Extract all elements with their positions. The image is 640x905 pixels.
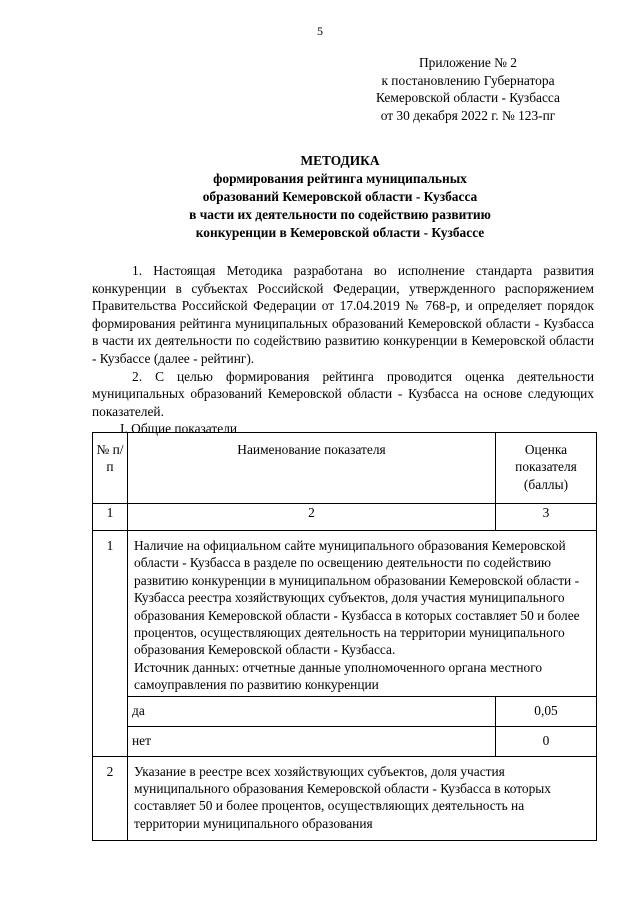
indicator-text: Указание в реестре всех хозяйствующих субъектов, доля участия муниципального образования Кемеровской области - Кузбасса в которых составляет 50 и более процентов, осуществляющих деятельность на территории муниципального образования [134,763,551,831]
paragraph-1: 1. Настоящая Методика разработана во исполнение стандарта развития конкуренции в субъектах Российской Федерации, утвержденного распоряжением Правительства Российской Федерации от 17.04.2019 № 768-р, и определяет порядок формирования рейтинга муниципальных образований Кемеровской области - Кузбасса в части их деятельности по содействию развитию конкуренции в Кемеровской области - Кузбассе (далее - рейтинг). [92,263,594,366]
table-header-row [93,433,597,504]
indicator-source: Источник данных: отчетные данные уполномоченного органа местного самоуправления по развитию конкуренции [134,659,543,693]
row-content [128,756,597,841]
answer-value: 0,05 [495,697,596,726]
column-number: 1 [93,504,128,531]
title-line: МЕТОДИКА [300,153,380,168]
title-line: конкуренции в Кемеровской области - Кузбассе [195,225,485,240]
column-number: 2 [128,504,496,531]
answer-label: да [132,703,145,719]
table-row [93,531,597,757]
row-content [128,531,597,757]
appendix-line: Приложение № 2 [418,55,518,70]
header-num: № п/п [93,433,128,504]
indicator-text: Наличие на официальном сайте муниципального образования Кемеровской области - Кузбасса в разделе по освещению деятельности по содействию развитию конкуренции в муниципальном образовании Кемеровской области - Кузбасса реестра хозяйствующих субъектов, доля участия муниципального образования Кемеровской области - Кузбасса в которых составляет 50 и более процентов, осуществляющих деятельность на территории муниципального образования Кемеровской области - Кузбасса. [134,538,580,658]
answer-row [128,696,596,726]
indicators-table [92,432,597,841]
indicator-description [128,531,596,696]
answer-value: 0 [495,727,596,756]
section-heading: I. Общие показатели [120,421,238,437]
paragraph-2: 2. С целью формирования рейтинга проводится оценка деятельности муниципальных образований Кемеровской области - Кузбасса на основе следующих показателей. [92,368,594,419]
title-line: в части их деятельности по содействию развитию [189,207,491,222]
header-name: Наименование показателя [128,433,496,504]
appendix-line: к постановлению Губернатора [381,72,555,88]
row-number: 1 [93,531,128,757]
appendix-line: Кемеровской области - Кузбасса [376,90,560,105]
document-body [92,262,594,438]
column-number: 3 [496,504,597,531]
title-line: формирования рейтинга муниципальных [213,171,467,186]
row-number: 2 [93,756,128,841]
column-number-row [93,504,597,531]
page-number: 5 [317,24,323,38]
table-row [93,756,597,841]
appendix-line: от 30 декабря 2022 г. № 123-пг [380,107,556,123]
header-score: Оценка показателя (баллы) [496,433,597,504]
answer-label: нет [132,733,151,749]
document-title [90,152,590,242]
appendix-header [348,54,588,124]
answer-row [128,726,596,756]
title-line: образований Кемеровской области - Кузбасса [202,189,478,204]
